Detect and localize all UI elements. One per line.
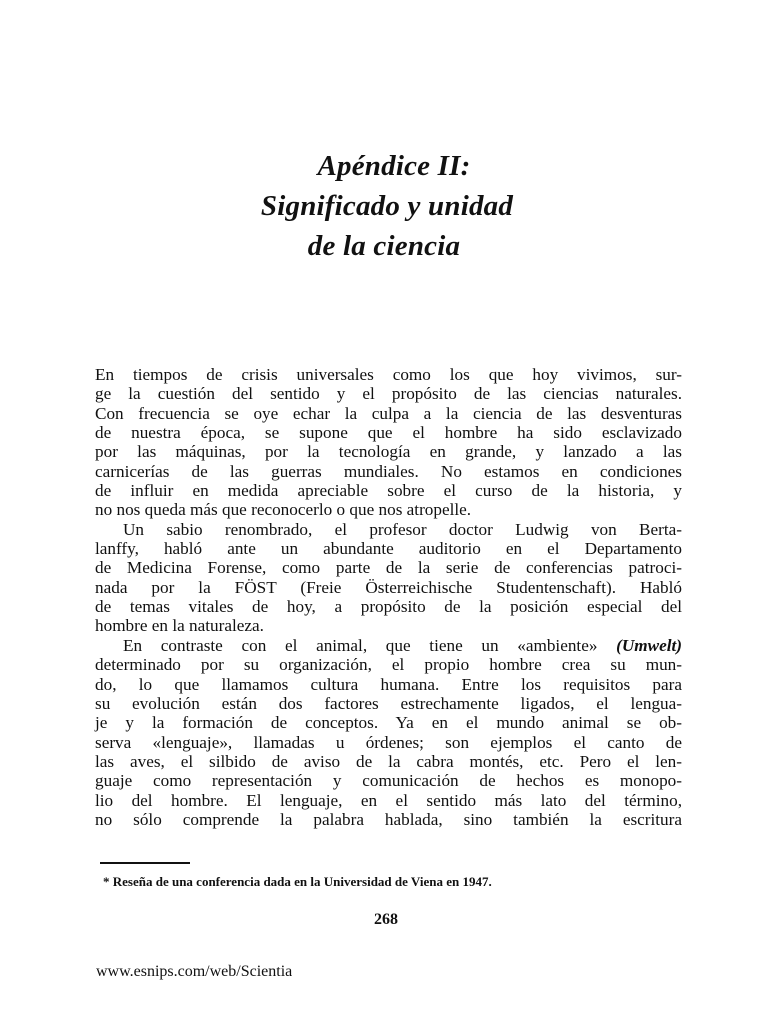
text-line: ge la cuestión del sentido y el propósito de las ciencias naturales. [95, 384, 682, 404]
paragraph-1 [95, 365, 682, 520]
footnote-divider [100, 862, 190, 864]
page-number [0, 911, 768, 929]
italic-term: (Umwelt) [616, 635, 682, 655]
text-line: no sólo comprende la palabra hablada, sino también la escritura [95, 809, 682, 829]
text-line: de temas vitales de hoy, a propósito de la posición especial del [95, 597, 682, 617]
text-line: Con frecuencia se oye echar la culpa a la ciencia de las desventuras [95, 403, 682, 423]
text-line: de nuestra época, se supone que el hombre ha sido esclavizado [95, 423, 682, 443]
text-line: je y la formación de conceptos. Ya en el mundo animal se ob- [95, 713, 682, 733]
source-url: www.esnips.com/web/Scientia [96, 963, 293, 980]
title-line-3: de la ciencia [307, 230, 461, 262]
title-line-2: Significado y unidad [260, 190, 514, 222]
text-line: do, lo que llamamos cultura humana. Entre los requisitos para [95, 674, 682, 694]
text-line: de influir en medida apreciable sobre el curso de la historia, y [95, 481, 682, 501]
text-line: carnicerías de las guerras mundiales. No estamos en condiciones [95, 461, 682, 481]
text-line: serva «lenguaje», llamadas u órdenes; son ejemplos el canto de [95, 732, 682, 752]
text-line: por las máquinas, por la tecnología en grande, y lanzado a las [95, 442, 682, 462]
paragraph-2 [95, 520, 682, 636]
text-line: lio del hombre. El lenguaje, en el sentido más lato del término, [95, 790, 682, 810]
text-line: determinado por su organización, el propio hombre crea su mun- [95, 655, 682, 675]
paragraph-3 [95, 636, 682, 829]
text-line: En tiempos de crisis universales como los que hoy vivimos, sur- [95, 365, 682, 384]
footnote: * Reseña de una conferencia dada en la Universidad de Viena en 1947. [103, 874, 492, 889]
title-line-1: Apéndice II: [317, 150, 471, 182]
text-line: las aves, el silbido de aviso de la cabra montés, etc. Pero el len- [95, 751, 682, 771]
text-line: no nos queda más que reconocerlo o que nos atropelle. [95, 500, 472, 520]
text-line: su evolución están dos factores estrechamente ligados, el lengua- [95, 693, 682, 713]
text-line: guaje como representación y comunicación de hechos es monopo- [95, 771, 682, 791]
text-line [95, 636, 682, 655]
text-line: hombre en la naturaleza. [95, 616, 264, 636]
page-number-text: 268 [374, 911, 398, 928]
text-line: lanffy, habló ante un abundante auditorio en el Departamento [95, 539, 682, 559]
text-run: En contraste con el animal, que tiene un «ambiente» [123, 635, 617, 655]
text-line: nada por la FÖST (Freie Österreichische Studentenschaft). Habló [95, 577, 682, 597]
body-text [95, 365, 682, 829]
chapter-title [160, 146, 620, 266]
text-line: de Medicina Forense, como parte de la serie de conferencias patroci- [95, 558, 682, 578]
text-line: Un sabio renombrado, el profesor doctor Ludwig von Berta- [123, 519, 682, 539]
